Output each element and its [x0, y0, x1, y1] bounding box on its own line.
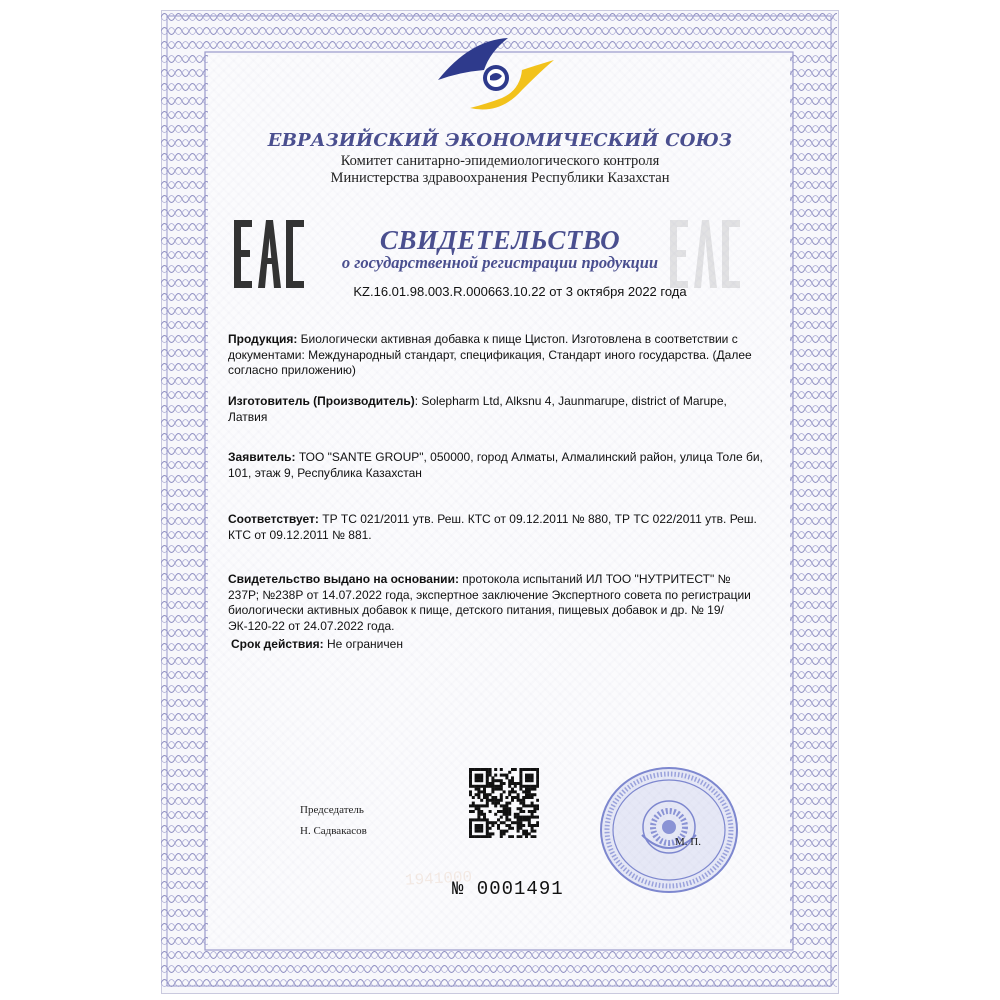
field-label: Соответствует:	[228, 512, 319, 526]
field-applicant	[228, 450, 764, 481]
ministry-line: Министерства здравоохранения Республики Казахстан	[330, 170, 670, 186]
issuing-authority	[200, 153, 800, 187]
field-label: Изготовитель (Производитель)	[228, 394, 415, 408]
field-label: Срок действия:	[231, 637, 324, 651]
field-label: Свидетельство выдано на основании:	[228, 572, 459, 586]
chair-name: Н. Садвакасов	[300, 825, 367, 837]
committee-line: Комитет санитарно-эпидемиологического контроля	[340, 153, 660, 169]
field-label: Продукция:	[228, 332, 298, 346]
qr-code	[469, 768, 539, 838]
official-seal	[598, 765, 740, 895]
chair-title: Председатель	[300, 804, 364, 816]
certificate-subtitle: о государственной регистрации продукции	[341, 253, 659, 272]
certificate-title: СВИДЕТЕЛЬСТВО	[379, 225, 621, 255]
field-value: ТР ТС 021/2011 утв. Реш. КТС от 09.12.2011 № 880, ТР ТС 022/2011 утв. Реш. КТС от 09.12.2011 № 881.	[228, 512, 757, 542]
field-manufacturer	[228, 394, 764, 425]
field-value: Биологически активная добавка к пище Цистоп. Изготовлена в соответствии с документами: Международный стандарт, спецификация, Стандарт иного государства. (Далее согласно приложению)	[228, 332, 752, 377]
field-label: Заявитель:	[228, 450, 296, 464]
registration-number: KZ.16.01.98.003.R.000663.10.22 от 3 октября 2022 года	[353, 284, 687, 299]
eaeu-logo	[430, 30, 560, 120]
field-value: Не ограничен	[326, 637, 403, 651]
field-validity	[231, 637, 767, 653]
signatory	[300, 800, 420, 842]
field-value: : Solepharm Ltd, Alksnu 4, Jaunmarupe, district of Marupe, Латвия	[228, 394, 727, 424]
field-product	[228, 332, 764, 379]
field-conformity	[228, 512, 764, 543]
stamp-place-label: М. П.	[675, 836, 701, 848]
field-value: протокола испытаний ИЛ ТОО "НУТРИТЕСТ" № 237Р; №238Р от 14.07.2022 года, экспертное заключение Экспертного совета по регистрации биологически активных добавок к пище, детского питания, пищевых добавок и др. № 19/ЭК-120-22 от 24.07.2022 года.	[228, 572, 751, 633]
field-basis	[228, 572, 764, 634]
field-value: ТОО "SANTE GROUP", 050000, город Алматы, Алмалинский район, улица Толе би, 101, этаж 9, Республика Казахстан	[228, 450, 763, 480]
serial-number: № 0001491	[452, 878, 564, 900]
union-name: ЕВРАЗИЙСКИЙ ЭКОНОМИЧЕСКИЙ СОЮЗ	[267, 130, 733, 151]
serial-ghost-imprint: 1941000	[404, 868, 473, 890]
